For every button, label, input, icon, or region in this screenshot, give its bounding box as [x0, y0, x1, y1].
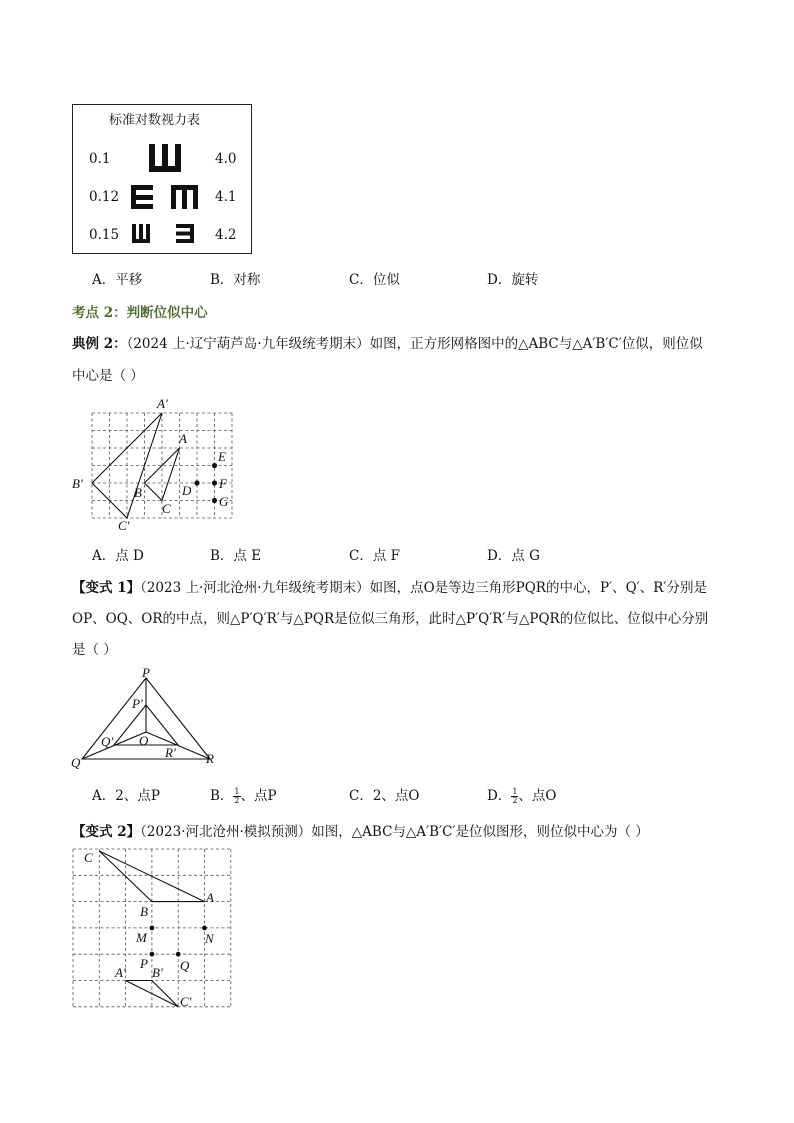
- label-r1: R′: [165, 745, 176, 760]
- label-b: B: [140, 904, 148, 919]
- label-q: Q: [180, 958, 190, 973]
- e-optotype-up: [149, 144, 181, 172]
- option-c[interactable]: C．点 F: [349, 548, 401, 564]
- e-optotype-left-small: [176, 224, 194, 243]
- label-p: P: [140, 956, 148, 971]
- option-d[interactable]: D．点 G: [487, 548, 540, 564]
- example-2-line-1: 典例 2：（2024 上·辽宁葫芦岛·九年级统考期末）如图，正方形网格图中的△ABC与△A′B′C′位似，则位似: [72, 336, 703, 352]
- label-b1: B′: [72, 476, 83, 491]
- fraction-one-half: $\frac{1}{2}$: [512, 787, 518, 805]
- label-g: G: [219, 494, 229, 509]
- eye-chart-right-value: 4.2: [215, 227, 237, 243]
- e-optotype-up-small: [132, 224, 150, 243]
- example-2-line-2: 中心是（ ）: [72, 368, 144, 384]
- label-n: N: [205, 931, 214, 946]
- label-b: B: [134, 485, 142, 500]
- example-2-grid-figure: [70, 396, 240, 534]
- variant-1-line-2: OP、OQ、OR的中点，则△P′Q′R′与△PQR是位似三角形，此时△P′Q′R′与△PQR的位似比、位似中心分别: [72, 611, 709, 627]
- tumbling-e-optotypes: [73, 105, 251, 253]
- point-p: [150, 952, 155, 957]
- point-m: [150, 926, 155, 931]
- label-a1: A′: [115, 965, 126, 980]
- point-q: [176, 952, 181, 957]
- label-b1: B′: [152, 965, 163, 980]
- label-m: M: [136, 930, 147, 945]
- label-q1: Q′: [101, 734, 114, 749]
- label-o: O: [139, 733, 149, 748]
- label-e: E: [218, 449, 226, 464]
- e-optotype-right: [131, 185, 153, 209]
- label-a: A: [179, 431, 187, 446]
- point-d: [194, 480, 199, 485]
- option-a[interactable]: A．2、点P: [92, 788, 160, 804]
- label-q: Q: [71, 755, 81, 770]
- variant-2-line-1: 【变式 2】（2023·河北沧州·模拟预测）如图，△ABC与△A′B′C′是位似图形，则位似中心为（ ）: [72, 824, 649, 840]
- option-b[interactable]: B．对称: [210, 272, 261, 288]
- variant-1-line-1: 【变式 1】（2023 上·河北沧州·九年级统考期末）如图，点O是等边三角形PQR的中心，P′、Q′、R′分别是: [72, 580, 707, 596]
- option-c[interactable]: C．2、点O: [349, 788, 420, 804]
- option-d[interactable]: D． $\frac{1}{2}$ 、点O: [487, 787, 557, 805]
- label-c1: C′: [180, 994, 192, 1009]
- fraction-one-half: $\frac{1}{2}$: [234, 787, 240, 805]
- label-c1: C′: [118, 518, 130, 533]
- eye-chart-left-value: 0.12: [89, 189, 120, 205]
- variant-1-line-3: 是（ ）: [72, 642, 117, 658]
- label-r: R: [206, 751, 214, 766]
- label-c: C: [162, 501, 171, 516]
- variant-2-grid-figure: [70, 846, 234, 1010]
- eye-chart-left-value: 0.1: [89, 151, 111, 167]
- option-d[interactable]: D．旋转: [487, 272, 539, 288]
- eye-chart-right-value: 4.1: [215, 189, 237, 205]
- eye-chart-right-value: 4.0: [215, 151, 237, 167]
- point-n: [202, 926, 207, 931]
- label-p1: P′: [132, 696, 143, 711]
- point-e: [212, 463, 217, 468]
- triangle-a1b1c1: [126, 981, 179, 1007]
- label-d: D: [182, 483, 192, 498]
- option-b[interactable]: B． $\frac{1}{2}$ 、点P: [210, 787, 277, 805]
- option-c[interactable]: C．位似: [349, 272, 400, 288]
- label-f: F: [219, 476, 227, 491]
- e-optotype-down: [171, 185, 198, 209]
- variant-1-triangle-figure: [70, 668, 230, 774]
- eye-chart-left-value: 0.15: [89, 227, 120, 243]
- option-b[interactable]: B．点 E: [210, 548, 262, 564]
- point-f: [212, 480, 217, 485]
- option-a[interactable]: A．平移: [92, 272, 143, 288]
- eye-chart-title: 标准对数视力表: [109, 113, 201, 128]
- eye-chart-figure: [72, 104, 252, 254]
- label-p: P: [142, 668, 150, 680]
- option-a[interactable]: A．点 D: [92, 548, 144, 564]
- label-c: C: [84, 850, 93, 865]
- point-g: [212, 498, 217, 503]
- label-a: A: [206, 890, 214, 905]
- label-a1: A′: [157, 396, 168, 411]
- section-heading: 考点 2：判断位似中心: [72, 305, 208, 321]
